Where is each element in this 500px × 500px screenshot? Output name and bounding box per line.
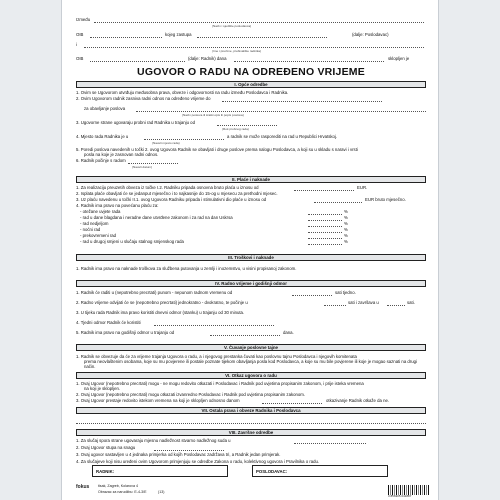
s1-caption-date: (Naveli datum)	[132, 165, 153, 169]
end-time-field[interactable]	[387, 305, 405, 306]
pct-field-1[interactable]	[308, 214, 342, 215]
s2-eur-1: EUR.	[357, 185, 368, 190]
s4-line-2b: sati i završava u	[348, 300, 379, 305]
s2-eur-2: EUR bruto mjesečno.	[365, 197, 406, 202]
document-title: UGOVOR O RADU NA ODREĐENO VRIJEME	[137, 66, 365, 78]
s4-line-2c: sati.	[407, 300, 415, 305]
weekly-rest-field[interactable]	[154, 325, 274, 326]
oib-field[interactable]	[90, 37, 162, 38]
s1-line-2: 2. Ovim Ugovorom radnik zasniva radni odnos na određeno vrijeme do	[76, 96, 211, 101]
pct-field-2[interactable]	[308, 220, 342, 221]
start-date-field[interactable]	[128, 163, 178, 164]
other-rights-field[interactable]	[76, 423, 426, 424]
s6-line-3: 2. Ovaj Ugovor (nepotrebno precrtati) mogu otkazati izvanredno Poslodavac i Radnik pod uvjetima propisanim zakonom.	[76, 392, 306, 397]
s4-line-1b: sati tjedno.	[335, 290, 356, 295]
poslodavac-label: POSLODAVAC:	[256, 469, 288, 474]
s3-line-1: 1. Radnik ima pravo na naknade troškova za službena putovanja u zemlji i inozemstvu, u visini propisanoj zakonom.	[76, 266, 297, 271]
section-viii-header: VIII. Završne odredbe	[76, 429, 426, 436]
salary-field[interactable]	[294, 190, 354, 191]
employee-field[interactable]	[84, 47, 424, 48]
s4-line-3: 3. U tijeku rada Radnik ima pravo koristiti dnevni odmor (stanku) u trajanju od 30 minuta.	[76, 310, 245, 315]
pct-field-5[interactable]	[308, 238, 342, 239]
sklopljen-label: sklopljen je	[388, 56, 410, 61]
s6-line-2: na koji je sklopljen.	[84, 386, 121, 391]
s1-line-3: za obavljanje poslova	[84, 106, 126, 111]
vacation-field[interactable]	[210, 335, 280, 336]
s4-line-2: 2. Radno vrijeme odvijati će se (nepotrebno precrtati) jednokratno - dvokratno, te počinje u	[76, 300, 248, 305]
footer-form-code: Obrazac za narudžbu: E-4-3/E	[98, 490, 147, 494]
footer-number: (13)	[158, 490, 165, 494]
s4-line-1: 1. Radnik će raditi u (nepotrebno precrtati) punom - nepunom radnom vremenu od	[76, 290, 233, 295]
s1-line-8: posla na koje je zasnovan radni odnos.	[84, 152, 159, 157]
date-field[interactable]	[234, 61, 384, 62]
s2-item-3: - rad nedjeljom	[80, 221, 109, 226]
dalje-radnik: (dalje: Radnik) dana	[188, 56, 227, 61]
s6-line-5: otkazivanje Radnik otkaže da ne.	[326, 398, 390, 403]
section-iii-header: III. Troškovi i naknade	[76, 254, 426, 261]
pct-6: %	[344, 239, 348, 244]
effective-field[interactable]	[154, 450, 224, 451]
s1-line-5: 4. Mjesto rada Radnika je u	[76, 134, 129, 139]
s1-line-7: 5. Poredi poslova navedenih u točki 2. ovog Ugovora Radnik se obavljati i druge poslove prema nalogu Poslodavca, a koji su u skladu s naravi i vrsti	[76, 147, 358, 152]
s1-line-6: a radnik se može rasporediti na rad u Republici Hrvatskoj.	[227, 134, 338, 139]
section-iv-header: IV. Radno vrijeme i godišnji odmor	[76, 280, 426, 287]
i-label: i	[76, 42, 77, 47]
s1-caption-job: (Naziv poslova ili kratki opis ili popis poslova)	[182, 113, 244, 117]
section-i-header: I. Opće odredbe	[76, 81, 426, 88]
employee-caption: (Ime i prezime, prebivalište radnika)	[212, 49, 262, 53]
s4-line-5b: dana.	[283, 330, 294, 335]
s2-item-5: - prekovremeni rad	[80, 233, 117, 238]
section-vi-header: VI. Otkaz ugovora o radu	[76, 372, 426, 379]
section-vii-header: VII. Ostala prava i obveze Radnika i Poslodavca	[76, 407, 426, 414]
s2-line-3: 3. Uz plaću navedenu u točki II.1. ovog Ugovora Radniku pripada i stimulativni dio plaće u iznosu od	[76, 197, 267, 202]
pct-1: %	[344, 209, 348, 214]
oib2-label: OIB	[76, 56, 84, 61]
oib-label: OIB	[76, 32, 84, 37]
s6-line-4: 3. Ovaj Ugovor prestaje redovito istekom vremena na koji je sklopljen odnosno danom	[76, 398, 240, 403]
pct-field-3[interactable]	[308, 226, 342, 227]
s2-item-4: - noćni rad	[80, 227, 101, 232]
pct-5: %	[344, 233, 348, 238]
workplace-field[interactable]	[144, 139, 224, 140]
probation-field[interactable]	[217, 125, 277, 126]
oib2-field[interactable]	[90, 61, 185, 62]
hours-field[interactable]	[292, 295, 332, 296]
employer-caption: (Naziv i sjedište poslodavca)	[212, 24, 252, 28]
barcode-digits: 3 856305 041887	[388, 494, 412, 498]
s1-line-9: 6. Radnik počinje s radom	[76, 158, 126, 163]
start-time-field[interactable]	[324, 305, 346, 306]
s2-item-6: - rad u drugoj smjeni u slučaju stalnog smjenskog rada	[80, 239, 184, 244]
brand-logo: fokus	[76, 484, 90, 490]
s1-line-4: 3. Ugovorne strane ugovaraju probni rad Radnika u trajanju od	[76, 120, 195, 125]
dalje-poslodavac: (dalje: Poslodavac)	[352, 32, 389, 37]
section-ii-header: II. Plaće i naknade	[76, 176, 426, 183]
employer-field[interactable]	[94, 22, 424, 23]
s1-line-1: 1. Ovim se Ugovorom utvrđuju međusobna prava, obveze i odgovornosti na radu između Poslodavca i Radnika.	[76, 90, 289, 95]
pct-field-4[interactable]	[308, 232, 342, 233]
end-date-field[interactable]	[222, 101, 382, 102]
pct-4: %	[344, 227, 348, 232]
s5-line-3: način.	[84, 364, 96, 369]
s4-line-5: 5. Radnik ima pravo na godišnji odmor u trajanju od	[76, 330, 175, 335]
s2-item-2: - rad u dane blagdana i neradne dane utvrđene zakonom i za rad na dan Uskrsa	[80, 215, 233, 220]
pct-3: %	[344, 221, 348, 226]
s2-line-2: 2. Isplata plaće obavljati će se jedanput mjesečno i to najkasnije do 15-og u mjesecu za prethodni mjesec.	[76, 191, 278, 196]
representative-field[interactable]	[197, 37, 327, 38]
document-page	[61, 0, 439, 500]
section-v-header: V. Čuvanje poslovne tajne	[76, 344, 426, 351]
s1-caption-probation: (Rok probnog rada)	[222, 127, 249, 131]
s2-line-1: 1. Za realizaciju preuzetih obveza iz točke I.2. Radniku pripada osnovna bruto plaća u iznosu od	[76, 185, 259, 190]
s6-line-1: 1. Ovaj Ugovor (nepotrebno precrtati) mogu - ne mogu redovito otkazati i Poslodavac i Radnik pod uvjetima propisanim zakonom, i prije isteka vremena	[76, 381, 364, 386]
s8-line-4: 4. Za slučajeve koji nisu uređeni ovim Ugovorom primjenjuju se odredbe Zakona o radu, kolektivnog ugovora i Pravilnika o radu.	[76, 459, 320, 464]
s8-line-2: 2. Ovaj Ugovor stupa na snagu	[76, 445, 136, 450]
termination-field[interactable]	[262, 403, 322, 404]
kojeg-zastupa-label: kojeg zastupa	[165, 32, 192, 37]
s5-line-2: prema neovlaštenim osobama, koje su mu povjerene ili postale poznate tijekom obavljanja posla kod Poslodavca, a koje su mu bile povjerene ili koje je mogao saznati na drugi	[84, 359, 417, 364]
radnik-label: RADNIK:	[96, 469, 115, 474]
s2-line-4: 4. Radnik ima pravo na povećanu plaću za:	[76, 203, 159, 208]
s8-line-1: 1. Za slučaj spora strane ugovaraju mjesnu nadležnost stvarno nadležnog suda u	[76, 438, 231, 443]
footer-address: tisak, Zagreb, Kolarova 4	[98, 484, 138, 488]
pct-field-6[interactable]	[308, 244, 342, 245]
s8-line-3: 3. Ovaj ugovor sastavljen u 4 jednaka primjerka od kojih Poslodavac zadržava tri, a Radnik jedan primjerak.	[76, 452, 281, 457]
pct-2: %	[344, 215, 348, 220]
s1-caption-place: (Naveli mjesto rada)	[152, 141, 180, 145]
court-field[interactable]	[294, 443, 366, 444]
bonus-field[interactable]	[314, 202, 362, 203]
izmedu-label: Između	[76, 17, 91, 22]
s2-item-1: - otežane uvjete rada	[80, 209, 121, 214]
job-field[interactable]	[136, 111, 426, 112]
s5-line-1: 1. Radnik se obvezuje da će za vrijeme trajanja Ugovora o radu, a i njegovog prestanka čuvati kao poslovnu tajnu Poslodavca i njegovih komitenata	[76, 354, 357, 359]
s4-line-4: 4. Tjedni odmor Radnik će koristiti	[76, 320, 141, 325]
